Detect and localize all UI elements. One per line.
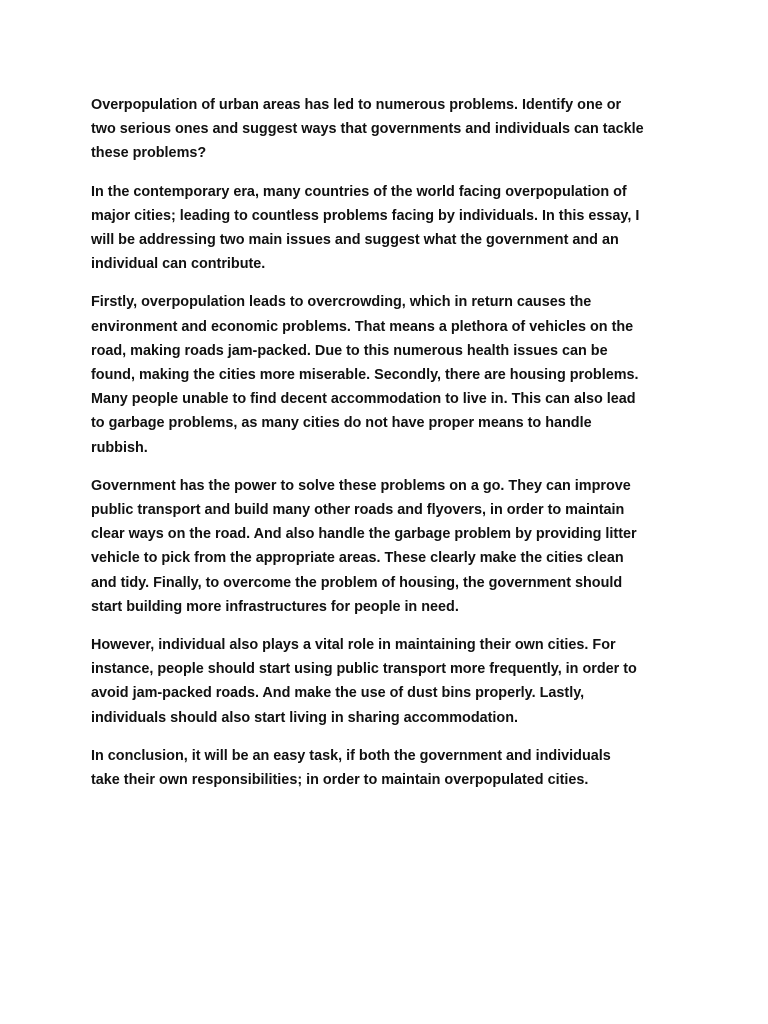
text-line: two serious ones and suggest ways that governments and individuals can tackle: [91, 121, 644, 138]
text-line: In conclusion, it will be an easy task, if both the government and individuals: [91, 747, 611, 764]
text-line: vehicle to pick from the appropriate areas. These clearly make the cities clean: [91, 550, 624, 567]
text-line: road, making roads jam-packed. Due to this numerous health issues can be: [91, 342, 608, 359]
text-line: these problems?: [91, 145, 207, 162]
individual-paragraph: [91, 633, 691, 730]
text-line: to garbage problems, as many cities do not have proper means to handle: [91, 415, 592, 432]
text-line: Government has the power to solve these problems on a go. They can improve: [91, 477, 631, 494]
conclusion-paragraph: [91, 744, 691, 792]
text-line: take their own responsibilities; in order to maintain overpopulated cities.: [91, 772, 589, 789]
text-line: rubbish.: [91, 439, 148, 456]
text-line: individuals should also start living in sharing accommodation.: [91, 709, 518, 726]
text-line: In the contemporary era, many countries of the world facing overpopulation of: [91, 183, 627, 200]
text-line: Firstly, overpopulation leads to overcrowding, which in return causes the: [91, 294, 592, 311]
text-line: major cities; leading to countless problems facing by individuals. In this essay, I: [91, 207, 640, 224]
text-line: and tidy. Finally, to overcome the problem of housing, the government should: [91, 574, 623, 591]
introduction-paragraph: [91, 180, 691, 277]
text-line: found, making the cities more miserable. Secondly, there are housing problems.: [91, 367, 639, 384]
text-line: clear ways on the road. And also handle the garbage problem by providing litter: [91, 526, 637, 543]
text-line: environment and economic problems. That means a plethora of vehicles on the: [91, 318, 634, 335]
problems-paragraph: [91, 290, 691, 459]
document-page: [91, 93, 691, 806]
text-line: will be addressing two main issues and suggest what the government and an: [91, 232, 619, 249]
text-line: Overpopulation of urban areas has led to numerous problems. Identify one or: [91, 97, 622, 113]
text-line: start building more infrastructures for people in need.: [91, 598, 459, 615]
text-line: However, individual also plays a vital role in maintaining their own cities. For: [91, 637, 616, 654]
text-line: public transport and build many other roads and flyovers, in order to maintain: [91, 502, 625, 519]
essay-question-paragraph: [91, 93, 691, 166]
government-paragraph: [91, 474, 691, 619]
text-line: instance, people should start using public transport more frequently, in order to: [91, 661, 637, 678]
text-line: Many people unable to find decent accommodation to live in. This can also lead: [91, 391, 636, 408]
text-line: avoid jam-packed roads. And make the use of dust bins properly. Lastly,: [91, 685, 585, 702]
text-line: individual can contribute.: [91, 256, 266, 273]
